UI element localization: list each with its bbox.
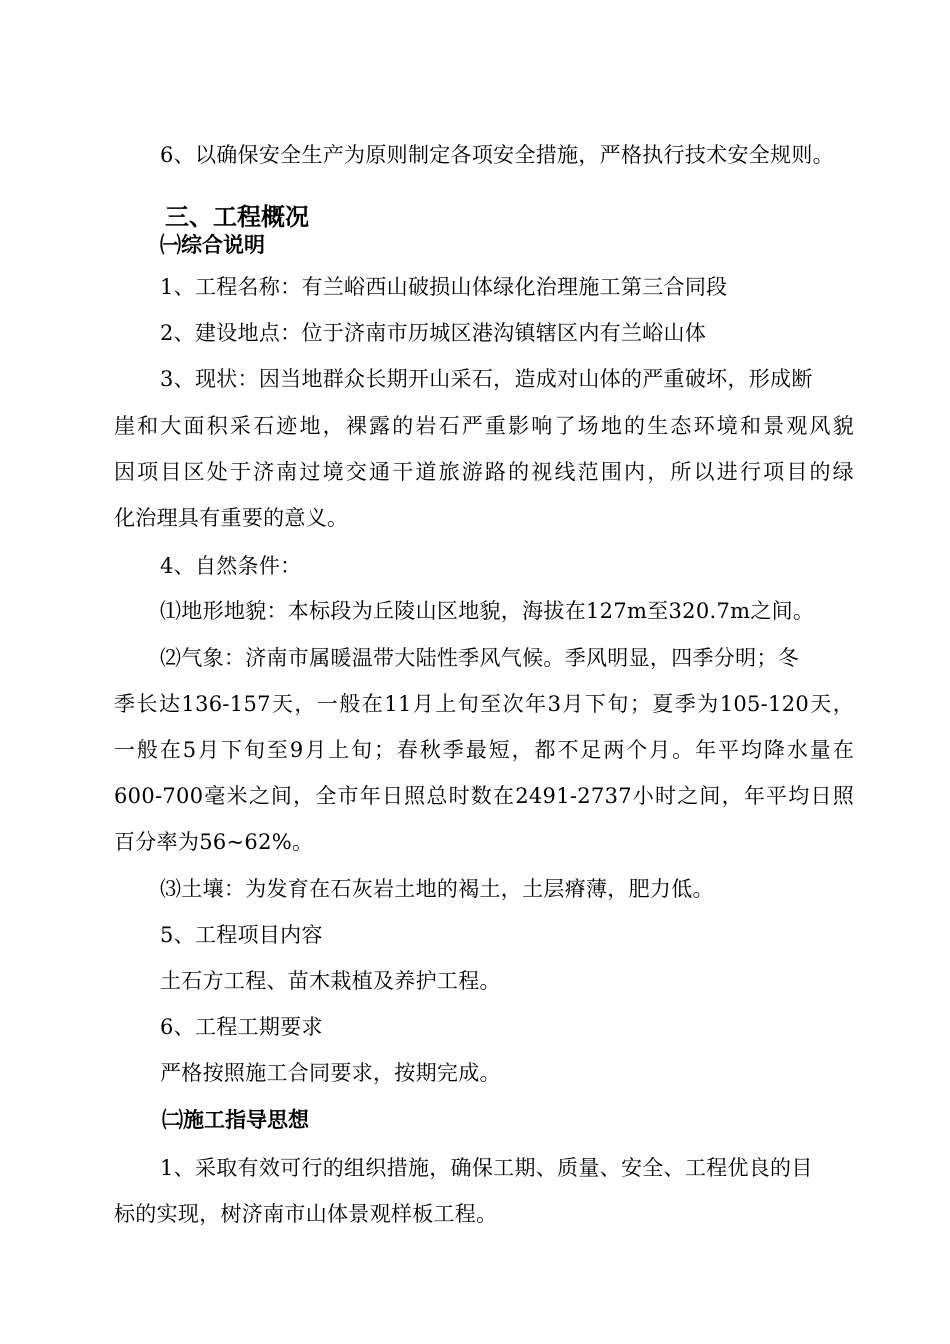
- paragraph-line: 化治理具有重要的意义。: [114, 506, 349, 530]
- paragraph-line: 4、自然条件：: [160, 554, 302, 578]
- paragraph-line: 1、工程名称：有兰峪西山破损山体绿化治理施工第三合同段: [160, 275, 728, 299]
- paragraph-line: 崖和大面积采石迹地，裸露的岩石严重影响了场地的生态环境和景观风貌: [114, 414, 854, 438]
- paragraph-line: 600-700毫米之间，全市年日照总时数在2491-2737小时之间，年平均日照: [114, 784, 854, 808]
- paragraph-line: ⑴地形地貌：本标段为丘陵山区地貌，海拔在127m至320.7m之间。: [160, 599, 815, 623]
- paragraph-line: 5、工程项目内容: [160, 923, 323, 947]
- paragraph-line: ⑵气象：济南市属暖温带大陆性季风气候。季风明显，四季分明；冬: [160, 646, 799, 670]
- paragraph-line: 2、建设地点：位于济南市历城区港沟镇辖区内有兰峪山体: [160, 321, 707, 345]
- paragraph-line: ⑶土壤：为发育在石灰岩土地的褐土，土层瘠薄，肥力低。: [160, 877, 714, 901]
- paragraph-line: 一般在5月下旬至9月上旬；春秋季最短，都不足两个月。年平均降水量在: [114, 738, 854, 762]
- paragraph-line: 3、现状：因当地群众长期开山采石，造成对山体的严重破坏，形成断: [160, 367, 813, 391]
- section-heading: 三、工程概况: [165, 203, 309, 231]
- paragraph-line: 1、采取有效可行的组织措施，确保工期、质量、安全、工程优良的目: [160, 1156, 813, 1180]
- paragraph-line: 6、以确保安全生产为原则制定各项安全措施，严格执行技术安全规则。: [160, 143, 834, 167]
- paragraph-line: 季长达136-157天，一般在11月上旬至次年3月下旬；夏季为105-120天，: [114, 692, 854, 716]
- subsection-heading: ㈡施工指导思想: [162, 1108, 309, 1132]
- paragraph-line: 严格按照施工合同要求，按期完成。: [160, 1061, 501, 1085]
- paragraph-line: 标的实现，树济南市山体景观样板工程。: [114, 1202, 498, 1226]
- paragraph-line: 6、工程工期要求: [160, 1015, 323, 1039]
- paragraph-line: 百分率为56~62%。: [114, 830, 314, 854]
- paragraph-line: 因项目区处于济南过境交通干道旅游路的视线范围内，所以进行项目的绿: [114, 460, 854, 484]
- paragraph-line: 土石方工程、苗木栽植及养护工程。: [160, 969, 501, 993]
- subsection-heading: ㈠综合说明: [160, 233, 265, 257]
